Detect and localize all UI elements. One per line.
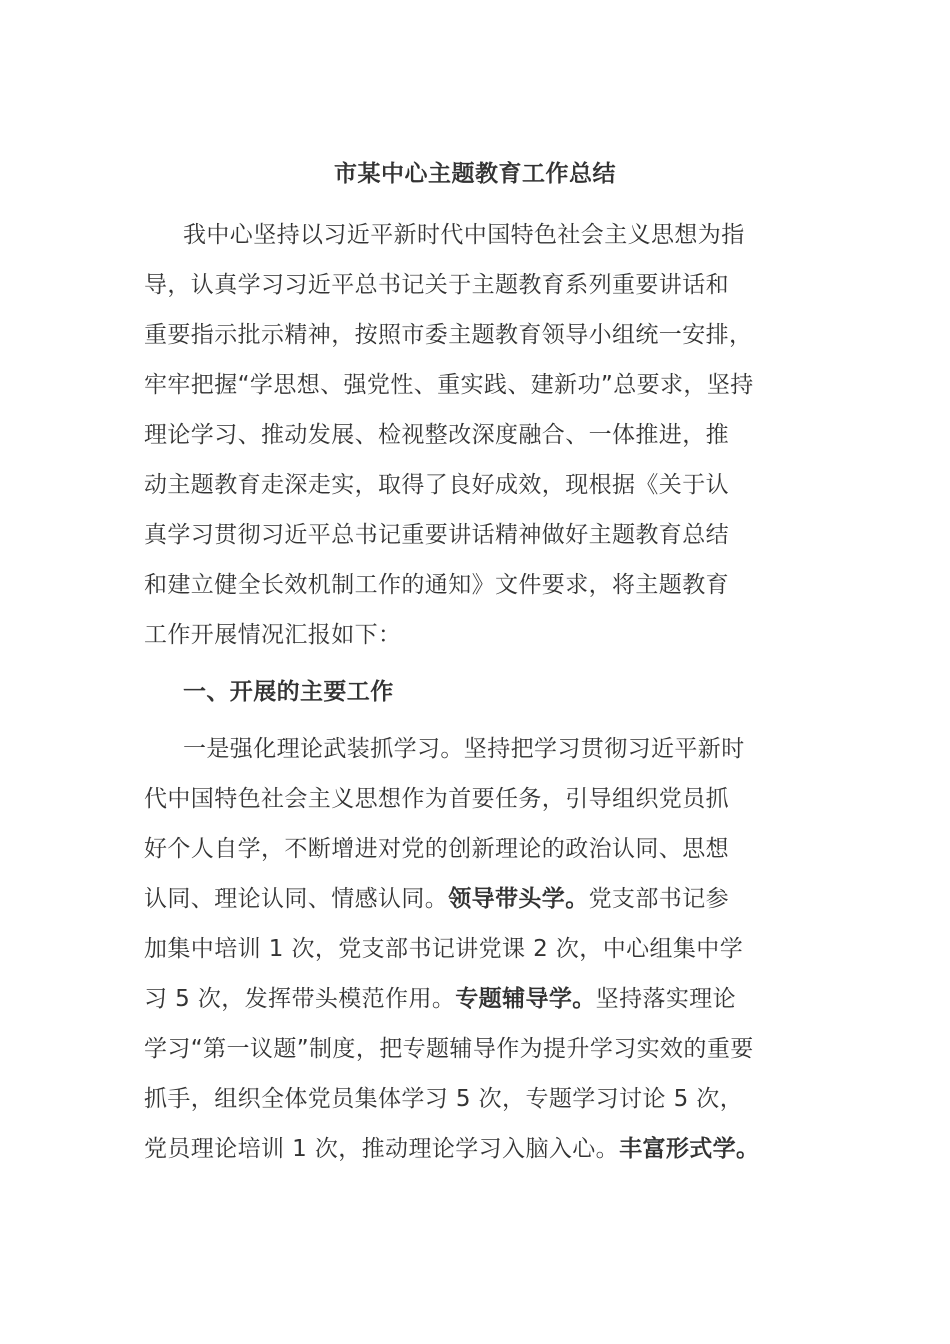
paragraph-line: 一是强化理论武装抓学习。坚持把学习贯彻习近平新时	[183, 736, 745, 762]
paragraph-line: 牢牢把握“学思想、强党性、重实践、建新功”总要求，坚持	[144, 372, 754, 398]
line-text: 党员理论培训 1 次，推动理论学习入脑入心。	[144, 1136, 620, 1162]
line-text: 认同、理论认同、情感认同。	[144, 886, 449, 912]
section-heading: 一、开展的主要工作	[183, 679, 394, 705]
paragraph-line: 抓手，组织全体党员集体学习 5 次，专题学习讨论 5 次，	[144, 1086, 744, 1112]
paragraph-line	[144, 1131, 759, 1167]
paragraph-line	[144, 881, 729, 917]
bold-subheading: 专题辅导学。	[455, 986, 596, 1012]
paragraph-line: 真学习贯彻习近平总书记重要讲话精神做好主题教育总结	[144, 522, 729, 548]
paragraph-line	[144, 981, 736, 1017]
line-text: 坚持落实理论	[595, 986, 737, 1012]
bold-subheading: 丰富形式学。	[619, 1136, 760, 1162]
paragraph-line: 重要指示批示精神，按照市委主题教育领导小组统一安排，	[144, 322, 753, 348]
line-text: 习 5 次，发挥带头模范作用。	[144, 986, 456, 1012]
line-text: 党支部书记参	[588, 886, 730, 912]
paragraph-line: 我中心坚持以习近平新时代中国特色社会主义思想为指	[183, 222, 745, 248]
bold-subheading: 领导带头学。	[448, 886, 589, 912]
paragraph-line: 代中国特色社会主义思想作为首要任务，引导组织党员抓	[144, 786, 729, 812]
document-title: 市某中心主题教育工作总结	[334, 161, 616, 187]
paragraph-line: 加集中培训 1 次，党支部书记讲党课 2 次，中心组集中学	[144, 936, 744, 962]
paragraph-line: 学习“第一议题”制度，把专题辅导作为提升学习实效的重要	[144, 1036, 754, 1062]
paragraph-line: 好个人自学，不断增进对党的创新理论的政治认同、思想	[144, 836, 729, 862]
paragraph-line: 和建立健全长效机制工作的通知》文件要求，将主题教育	[144, 572, 729, 598]
paragraph-line: 工作开展情况汇报如下：	[144, 622, 402, 648]
paragraph-line: 动主题教育走深走实，取得了良好成效，现根据《关于认	[144, 472, 729, 498]
paragraph-line: 理论学习、推动发展、检视整改深度融合、一体推进，推	[144, 422, 729, 448]
paragraph-line: 导，认真学习习近平总书记关于主题教育系列重要讲话和	[144, 272, 729, 298]
